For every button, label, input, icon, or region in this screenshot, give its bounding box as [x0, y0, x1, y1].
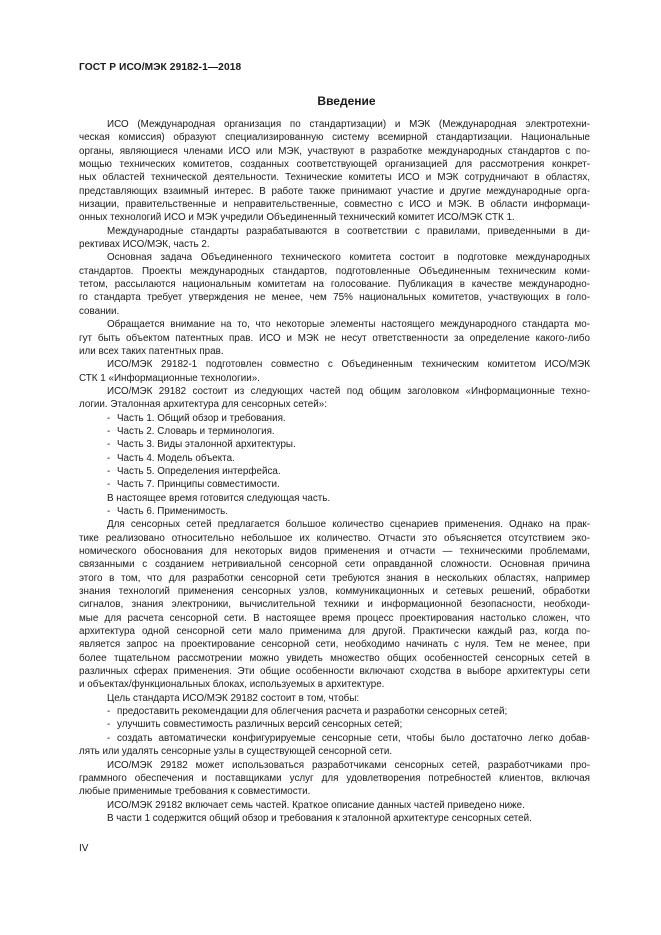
line-text: тетом, рассылаются национальным комитетам на голосование. Публикация в качестве международно- — [79, 279, 590, 291]
text-line — [79, 345, 590, 358]
line-text: В части 1 содержится общий обзор и требования к эталонной архитектуре сенсорных сетей. — [107, 812, 532, 824]
line-text: низации, правительственные и неправительственные, совместно с ИСО и МЭК. В области информаци- — [79, 199, 590, 211]
line-text: ных областей технической деятельности. Технические комитеты ИСО и МЭК сотрудничают в областях, — [79, 172, 590, 184]
text-line — [79, 278, 590, 291]
line-text: го стандарта требует утверждения не менее, чем 75% национальных комитетов, участвующих в голо- — [79, 292, 590, 304]
text-line — [79, 211, 590, 224]
line-text: любые применимые требования к совместимости. — [79, 786, 311, 798]
line-text: Часть 2. Словарь и терминология. — [117, 425, 275, 437]
text-line — [79, 185, 590, 198]
line-text: архитектура одной сенсорной сети мало применима для другой. Практически каждый раз, когда по- — [79, 626, 590, 638]
text-line — [79, 812, 590, 825]
text-line — [79, 772, 590, 785]
list-item — [79, 732, 590, 745]
text-line — [79, 678, 590, 691]
line-text: лять или удалять сенсорные узлы в существующей сенсорной сети. — [79, 746, 393, 758]
list-item — [79, 505, 590, 518]
text-line — [79, 612, 590, 625]
text-line — [79, 532, 590, 545]
list-item — [79, 465, 590, 478]
text-line — [79, 572, 590, 585]
line-text: ИСО/МЭК 29182 включает семь частей. Краткое описание данных частей приведено ниже. — [107, 799, 525, 811]
text-line — [79, 665, 590, 678]
line-text: логии. Эталонная архитектура для сенсорных сетей»: — [79, 399, 327, 411]
line-text: ческая комиссия) образуют специализированную систему всемирной стандартизации. Национальные — [79, 132, 590, 144]
list-dash: - — [107, 706, 111, 718]
line-text: рективах ИСО/МЭК, часть 2. — [79, 239, 210, 251]
line-text: стандартов. Проекты международных стандартов, подготовленные Объединенным техническим коми- — [79, 265, 590, 277]
list-dash: - — [107, 719, 111, 731]
text-line — [79, 558, 590, 571]
line-text: улучшить совместимость различных версий сенсорных сетей; — [117, 719, 403, 731]
line-text: мощью технических комитетов, созданных соответствующей организацией для рассмотрения конкрет- — [79, 159, 590, 171]
list-dash: - — [107, 505, 111, 517]
line-text: В настоящее время готовится следующая часть. — [107, 492, 331, 504]
text-line — [79, 692, 590, 705]
line-text: Часть 3. Виды эталонной архитектуры. — [117, 439, 296, 451]
text-line — [79, 118, 590, 131]
text-line — [79, 745, 590, 758]
text-line — [79, 145, 590, 158]
line-text: Международные стандарты разрабатываются в соответствии с правилами, приведенными в ди- — [107, 225, 590, 237]
list-dash: - — [107, 439, 111, 451]
text-line — [79, 372, 590, 385]
list-dash: - — [107, 732, 111, 744]
text-line — [79, 398, 590, 411]
line-text: Часть 6. Применимость. — [117, 505, 229, 517]
text-line — [79, 518, 590, 531]
line-text: более тщательном рассмотрении можно увидеть множество общих особенностей сенсорных сетей в — [79, 652, 590, 664]
document-header: ГОСТ Р ИСО/МЭК 29182-1—2018 — [79, 62, 242, 73]
line-text: ИСО/МЭК 29182 состоит из следующих частей под общим заголовком «Информационные техно- — [107, 385, 590, 397]
line-text: различных сферах применения. Эти общие особенности включают сходства в выборе архитектуры сети — [79, 666, 590, 678]
list-item — [79, 412, 590, 425]
text-line — [79, 759, 590, 772]
text-line — [79, 598, 590, 611]
line-text: или всех таких патентных прав. — [79, 345, 224, 357]
text-line — [79, 385, 590, 398]
line-text: Часть 7. Принципы совместимости. — [117, 479, 280, 491]
list-dash: - — [107, 425, 111, 437]
list-item — [79, 425, 590, 438]
text-line — [79, 225, 590, 238]
list-item — [79, 438, 590, 451]
text-line — [79, 131, 590, 144]
line-text: представляющих взаимный интерес. В работе также принимают участие и другие международные орга- — [79, 185, 590, 197]
line-text: Обращается внимание на то, что некоторые элементы настоящего международного стандарта мо- — [107, 319, 590, 331]
line-text: связанными с созданием нетривиальной сенсорной сети оправданной сложности. Основная причина — [79, 559, 590, 571]
line-text: граммного обеспечения и поставщиками услуг для удовлетворения потребностей клиентов, включая — [79, 772, 590, 784]
text-line — [79, 265, 590, 278]
list-item — [79, 478, 590, 491]
line-text: Часть 1. Общий обзор и требования. — [117, 412, 286, 424]
line-text: и объектах/функциональных блоках, используемых в архитектуре. — [79, 679, 385, 691]
list-item — [79, 452, 590, 465]
document-body — [79, 118, 590, 825]
list-dash: - — [107, 412, 111, 424]
section-title — [0, 94, 661, 108]
line-text: Часть 4. Модель объекта. — [117, 452, 235, 464]
line-text: Часть 5. Определения интерфейса. — [117, 465, 281, 477]
line-text: создать автоматически конфигурируемые сенсорные сети, чтобы было достаточно легко добав- — [117, 732, 590, 744]
text-line — [79, 638, 590, 651]
text-line — [79, 198, 590, 211]
line-text: номического обоснования для некоторых видов применения и отчасти — техническими проблемами, — [79, 546, 590, 557]
line-text: мые для расчета сенсорной сети. В настоящее время процесс проектирования настолько сложен, что — [79, 612, 590, 624]
list-item — [79, 705, 590, 718]
line-text: Для сенсорных сетей предлагается большое количество сценариев применения. Однако на прак- — [107, 519, 590, 531]
list-dash: - — [107, 479, 111, 491]
line-text: является запрос на проектирование сенсорной сети, необходимо начинать с нуля. Тем не менее, при — [79, 639, 590, 651]
text-line — [79, 238, 590, 251]
text-line — [79, 625, 590, 638]
line-text: совании. — [79, 305, 120, 317]
line-text: ИСО/МЭК 29182 может использоваться разработчиками сенсорных сетей, разработчиками про- — [107, 759, 590, 771]
text-line — [79, 251, 590, 264]
text-line — [79, 785, 590, 798]
line-text: знания технологий применения сенсорных узлов, коммуникационных и сетевых решений, обработки — [79, 586, 590, 598]
text-line — [79, 585, 590, 598]
list-item — [79, 718, 590, 731]
text-line — [79, 171, 590, 184]
line-text: предоставить рекомендации для облегчения расчета и разработки сенсорных сетей; — [117, 706, 508, 718]
line-text: Цель стандарта ИСО/МЭК 29182 состоит в том, чтобы: — [107, 692, 360, 704]
list-dash: - — [107, 452, 111, 464]
text-line — [79, 652, 590, 665]
line-text: онных технологий ИСО и МЭК учредили Объединенный технический комитет ИСО/МЭК СТК 1. — [79, 212, 515, 224]
list-dash: - — [107, 465, 111, 477]
line-text: гут быть объектом патентных прав. ИСО и МЭК не несут ответственности за определение какого-либо — [79, 332, 590, 344]
line-text: Основная задача Объединенного технического комитета состоит в подготовке международных — [107, 252, 590, 264]
text-line — [79, 158, 590, 171]
line-text: СТК 1 «Информационные технологии». — [79, 372, 260, 384]
section-title-text: Введение — [317, 94, 376, 108]
text-line — [79, 492, 590, 505]
text-line — [79, 291, 590, 304]
text-line — [79, 545, 590, 558]
line-text: тике реализовано относительно небольшое их количество. Отчасти это объясняется отсутствием эко- — [79, 532, 590, 544]
text-line — [79, 305, 590, 318]
text-line — [79, 332, 590, 345]
line-text: сигналов, знания электроники, вычислительной техники и информационной безопасности, необходи- — [79, 599, 590, 611]
line-text: органы, являющиеся членами ИСО или МЭК, участвуют в разработке международных стандартов с по- — [79, 145, 590, 157]
line-text: ИСО/МЭК 29182-1 подготовлен совместно с Объединенным техническим комитетом ИСО/МЭК — [107, 359, 590, 371]
text-line — [79, 318, 590, 331]
line-text: ИСО (Международная организация по стандартизации) и МЭК (Международная электротехни- — [107, 119, 590, 130]
text-line — [79, 358, 590, 371]
text-line — [79, 799, 590, 812]
page-number: IV — [79, 843, 89, 854]
line-text: этого в том, что для разработки сенсорной сети требуются знания в нескольких областях, например — [79, 572, 590, 584]
